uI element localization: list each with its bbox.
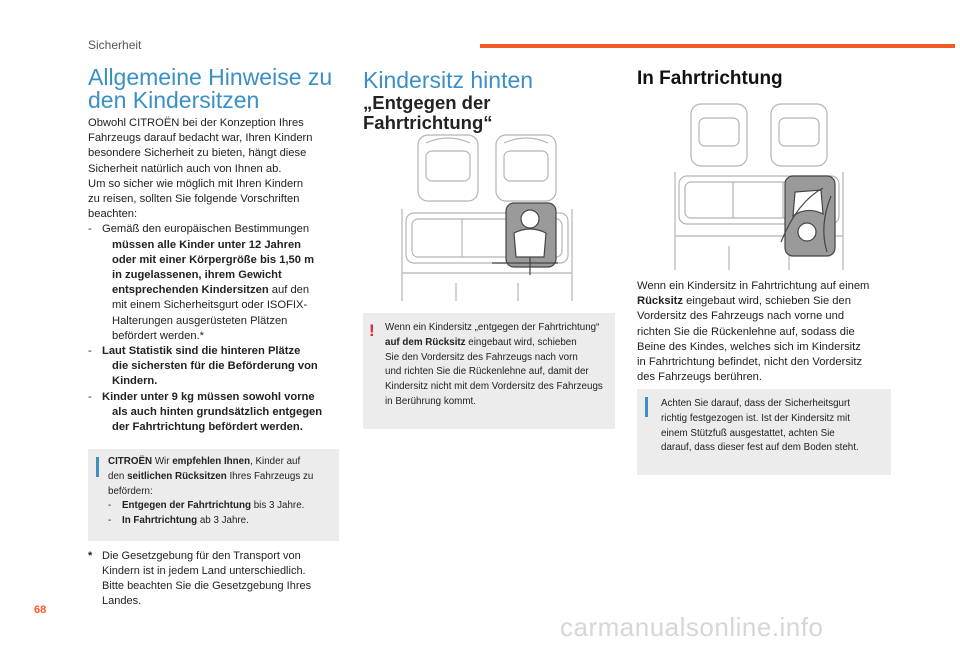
recommendation-text	[108, 455, 334, 529]
note-bold: In Fahrtrichtung	[122, 515, 198, 527]
brand-name: CITROËN	[108, 456, 153, 467]
info-marker-icon	[645, 397, 648, 417]
rear-facing-subheading	[363, 93, 493, 133]
note-text: ab 3 Jahre.	[197, 515, 249, 527]
recommendation-note	[88, 449, 339, 541]
subheading-line1: „Entgegen der	[363, 92, 491, 113]
note-text: Ihres Fahrzeugs zu	[226, 470, 314, 482]
rule-1-text: mit einem Sicherheitsgurt oder ISOFIX-	[112, 299, 308, 312]
info-marker-icon	[96, 457, 99, 477]
note-text: befördern:	[108, 485, 153, 497]
intro-line: Obwohl CITROËN bei der Konzeption Ihres	[88, 117, 304, 129]
rule-2-bold: die sichersten für die Beförderung von	[112, 360, 318, 373]
note-item-rear-facing	[108, 499, 334, 514]
warning-text	[385, 321, 613, 410]
warning-line: und richten Sie die Rückenlehne auf, damit der	[385, 366, 589, 378]
rule-1-bold: entsprechenden Kindersitzen	[112, 284, 269, 297]
rule-2-bold: Kindern.	[112, 375, 158, 388]
note-bold: Entgegen der Fahrtrichtung	[122, 500, 251, 512]
bullet-dash: -	[108, 500, 112, 512]
para-line: Vordersitz des Fahrzeugs nach vorne und	[637, 310, 845, 323]
rule-item-2	[88, 344, 350, 390]
rule-item-3	[88, 390, 350, 436]
rule-1-intro: Gemäß den europäischen Bestimmungen	[102, 223, 310, 236]
note-text: , Kinder auf	[250, 456, 301, 467]
note-text: bis 3 Jahre.	[251, 500, 305, 512]
warning-line: eingebaut wird, schieben	[465, 336, 577, 348]
left-column	[88, 66, 350, 435]
bullet-dash: -	[108, 515, 112, 527]
note-text: den	[108, 470, 128, 482]
para-line: Wenn ein Kindersitz in Fahrtrichtung auf einem	[637, 280, 870, 292]
rule-1-text: Halterungen ausgerüsteten Plätzen	[112, 314, 288, 327]
warning-note	[363, 313, 615, 429]
section-label: Sicherheit	[88, 38, 142, 52]
warning-line: Sie den Vordersitz des Fahrzeugs nach vorn	[385, 351, 578, 363]
intro-paragraph	[88, 116, 350, 222]
forward-facing-heading: In Fahrtrichtung	[637, 68, 783, 89]
para-line: richten Sie die Rückenlehne auf, sodass die	[637, 325, 855, 338]
bullet-dash: -	[88, 390, 92, 403]
warning-line: Wenn ein Kindersitz „entgegen der Fahrtrichtung“	[385, 322, 600, 333]
warning-bold: auf dem Rücksitz	[385, 336, 466, 348]
seatbelt-info-text	[661, 397, 889, 456]
footnote-mark: *	[88, 550, 93, 562]
intro-line: Sicherheit natürlich auch von Ihnen ab.	[88, 162, 282, 175]
rear-facing-seat-illustration	[398, 133, 576, 303]
rule-1-bold: oder mit einer Körpergröße bis 1,50 m	[112, 253, 315, 266]
footnote-line: Die Gesetzgebung für den Transport von	[102, 550, 301, 562]
seatbelt-info-note	[637, 389, 891, 475]
note-bold: seitlichen Rücksitzen	[127, 470, 227, 482]
general-heading-line2: den Kindersitzen	[88, 87, 260, 113]
note-item-forward-facing	[108, 514, 334, 529]
para-line: Beine des Kindes, welches sich im Kindersitz	[637, 340, 861, 353]
footnote-line: Bitte beachten Sie die Gesetzgebung Ihres	[102, 580, 312, 592]
para-line: des Fahrzeugs berühren.	[637, 371, 763, 384]
warning-line: Kindersitz nicht mit dem Vordersitz des Fahrzeugs	[385, 381, 603, 393]
warning-line: in Berührung kommt.	[385, 395, 476, 407]
rule-1-text: befördert werden.*	[112, 329, 205, 342]
note-text: Wir	[152, 456, 173, 467]
forward-facing-seat-illustration	[673, 102, 845, 272]
rule-3-bold: Kinder unter 9 kg müssen sowohl vorne	[102, 390, 315, 403]
intro-line: Um so sicher wie möglich mit Ihren Kindern	[88, 177, 304, 190]
watermark: carmanualsonline.info	[560, 612, 824, 642]
page-number: 68	[34, 604, 47, 616]
general-heading-line1: Allgemeine Hinweise zu	[88, 64, 333, 90]
footnote-line: Landes.	[102, 595, 142, 607]
intro-line: besondere Sicherheit zu bieten, hängt diese	[88, 147, 307, 160]
bullet-dash: -	[88, 223, 92, 236]
info-line: richtig festgezogen ist. Ist der Kindersitz mit	[661, 412, 850, 424]
rules-list	[88, 222, 350, 435]
para-bold: Rücksitz	[637, 295, 684, 308]
rule-3-bold: als auch hinten grundsätzlich entgegen	[112, 405, 323, 418]
rule-2-bold: Laut Statistik sind die hinteren Plätze	[102, 345, 301, 358]
para-line: in Fahrtrichtung befindet, nicht den Vordersitz	[637, 356, 863, 369]
bullet-dash: -	[88, 345, 92, 358]
footnote-line: Kindern ist in jedem Land unterschiedlich.	[102, 565, 306, 577]
section-accent-bar	[480, 44, 955, 48]
intro-line: beachten:	[88, 208, 138, 221]
general-heading	[88, 66, 350, 112]
note-bold: empfehlen Ihnen	[172, 456, 251, 467]
info-line: Achten Sie darauf, dass der Sicherheitsgurt	[661, 398, 850, 409]
rule-item-1	[88, 222, 350, 344]
rule-1-text: auf den	[268, 284, 310, 297]
rule-1-bold: in zugelassenen, ihrem Gewicht	[112, 269, 282, 282]
footnote	[88, 549, 350, 609]
subheading-line2: Fahrtrichtung“	[363, 112, 493, 133]
warning-icon: !	[369, 321, 375, 340]
rule-1-bold: müssen alle Kinder unter 12 Jahren	[112, 238, 302, 251]
intro-line: Fahrzeugs darauf bedacht war, Ihren Kindern	[88, 132, 313, 145]
forward-facing-paragraph	[637, 279, 899, 385]
rear-seat-heading: Kindersitz hinten	[363, 67, 534, 93]
info-line: einem Stützfuß ausgestattet, achten Sie	[661, 427, 835, 439]
rule-3-bold: der Fahrtrichtung befördert werden.	[112, 421, 303, 434]
intro-line: zu reisen, sollten Sie folgende Vorschriften	[88, 193, 300, 206]
info-line: darauf, dass dieser fest auf dem Boden steht.	[661, 442, 859, 454]
para-line: eingebaut wird, schieben Sie den	[683, 295, 851, 308]
